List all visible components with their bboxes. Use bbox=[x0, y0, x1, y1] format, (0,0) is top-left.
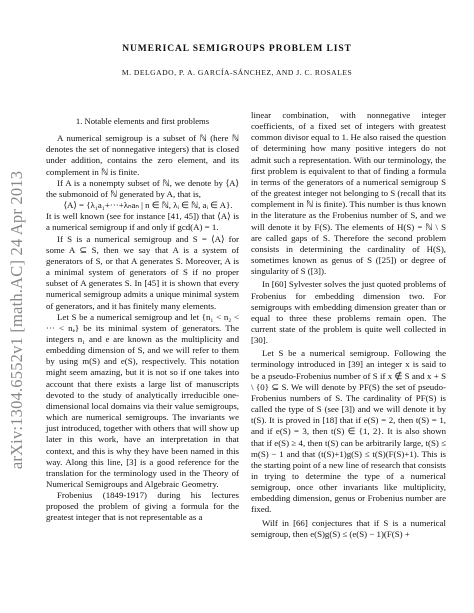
equation: ⟨A⟩ = {λ₁a₁+···+λₙaₙ | n ∈ ℕ, λᵢ ∈ ℕ, aᵢ ∈ A}. bbox=[63, 200, 233, 211]
paragraph: It is well known (see for instance [41, 45]) that ⟨A⟩ is a numerical semigroup if and only if gcd(A) = 1. bbox=[46, 211, 239, 233]
left-column bbox=[46, 116, 239, 524]
arxiv-stamp-text: arXiv:1304.6552v1 [math.AC] 24 Apr 2013 bbox=[7, 170, 27, 470]
right-column bbox=[251, 110, 446, 540]
paragraph: In [60] Sylvester solves the just quoted problems of Frobenius for embedding dimension two. For semigroups with embedding dimension greater than or equal to three these problems remain open. The current state of the problem is quite well collected in [30]. bbox=[251, 279, 446, 346]
paragraph: Let S be a numerical semigroup. Following the terminology introduced in [39] an integer x is said to be a pseudo-Frobenius number of S if x ∉ S and x + S \ {0} ⊆ S. We will denote by PF(S) the set of pseudo-Frobenius numbers of S. The cardinality of PF(S) is called the type of S (see [3]) and we will denote it by t(S). It is proved in [18] that if e(S) = 2, then t(S) = 1, and if e(S) = 3, then t(S) ∈ {1, 2}. It is also shown that if e(S) ≥ 4, then t(S) can be arbitrarily large, t(S) ≤ m(S) − 1 and that (t(S)+1)g(S) ≤ t(S)(F(S)+1). This is the starting point of a new line of research that consists in trying to determine the type of a numerical semigroup, once other invariants like multiplicity, embedding dimension, genus or Frobenius number are fixed. bbox=[251, 348, 446, 515]
paragraph: Wilf in [66] conjectures that if S is a numerical semigroup, then e(S)g(S) ≤ (e(S) − 1)(F(S) + bbox=[251, 517, 446, 539]
paragraph: If A is a nonempty subset of ℕ, we denote by ⟨A⟩ the submonoid of ℕ generated by A, that is, bbox=[46, 177, 239, 199]
paragraph: linear combination, with nonnegative integer coefficients, of a fixed set of integers with greatest common divisor equal to 1. He also raised the question of determining how many positive integers do not admit such a representation. With our terminology, the first problem is equivalent to that of finding a formula in terms of the generators of a numerical semigroup S of the greatest integer not belonging to S (recall that its complement in ℕ is finite). This number is thus known in the literature as the Frobenius number of S, and we will denote it by F(S). The elements of H(S) = ℕ \ S are called gaps of S. Therefore the second problem consists in determining the cardinality of H(S), sometimes known as genus of S ([25]) or degree of singularity of S ([3]). bbox=[251, 110, 446, 277]
paragraph: A numerical semigroup is a subset of ℕ (here ℕ denotes the set of nonnegative integers) that is closed under addition, contains the zero element, and its complement in ℕ is finite. bbox=[46, 133, 239, 177]
paragraph: Let S be a numerical semigroup and let {n₁ < n₂ < ··· < nₑ} be its minimal system of generators. The integers n₁ and e are known as the multiplicity and embedding dimension of S, and we will refer to them by using m(S) and e(S), respectively. This notation might seem amazing, but it is not so if one takes into account that there exists a large list of manuscripts devoted to the study of analytically irreducible one-dimensional local domains via their value semigroups, which are numerical semigroups. The invariants we just introduced, together with others that will show up later in this work, have an interpretation in that context, and this is why they have been named in this way. Along this line, [3] is a good reference for the translation for the terminology used in the Theory of Numerical Semigroups and Algebraic Geometry. bbox=[46, 311, 239, 489]
paragraph: Frobenius (1849-1917) during his lectures proposed the problem of giving a formula for the greatest integer that is not representable as a bbox=[46, 490, 239, 523]
paper-authors: M. DELGADO, P. A. GARCÍA-SÁNCHEZ, AND J. C. ROSALES bbox=[121, 68, 353, 77]
section-heading: 1. Notable elements and first problems bbox=[75, 116, 210, 126]
paragraph: If S is a numerical semigroup and S = ⟨A⟩ for some A ⊆ S, then we say that A is a system of generators of S, or that A generates S. Moreover, A is a minimal system of generators of S if no proper subset of A generates S. In [45] it is shown that every numerical semigroup admits a unique minimal system of generators, and it has finitely many elements. bbox=[46, 233, 239, 311]
paper-title: NUMERICAL SEMIGROUPS PROBLEM LIST bbox=[122, 44, 352, 54]
arxiv-stamp bbox=[4, 120, 30, 520]
